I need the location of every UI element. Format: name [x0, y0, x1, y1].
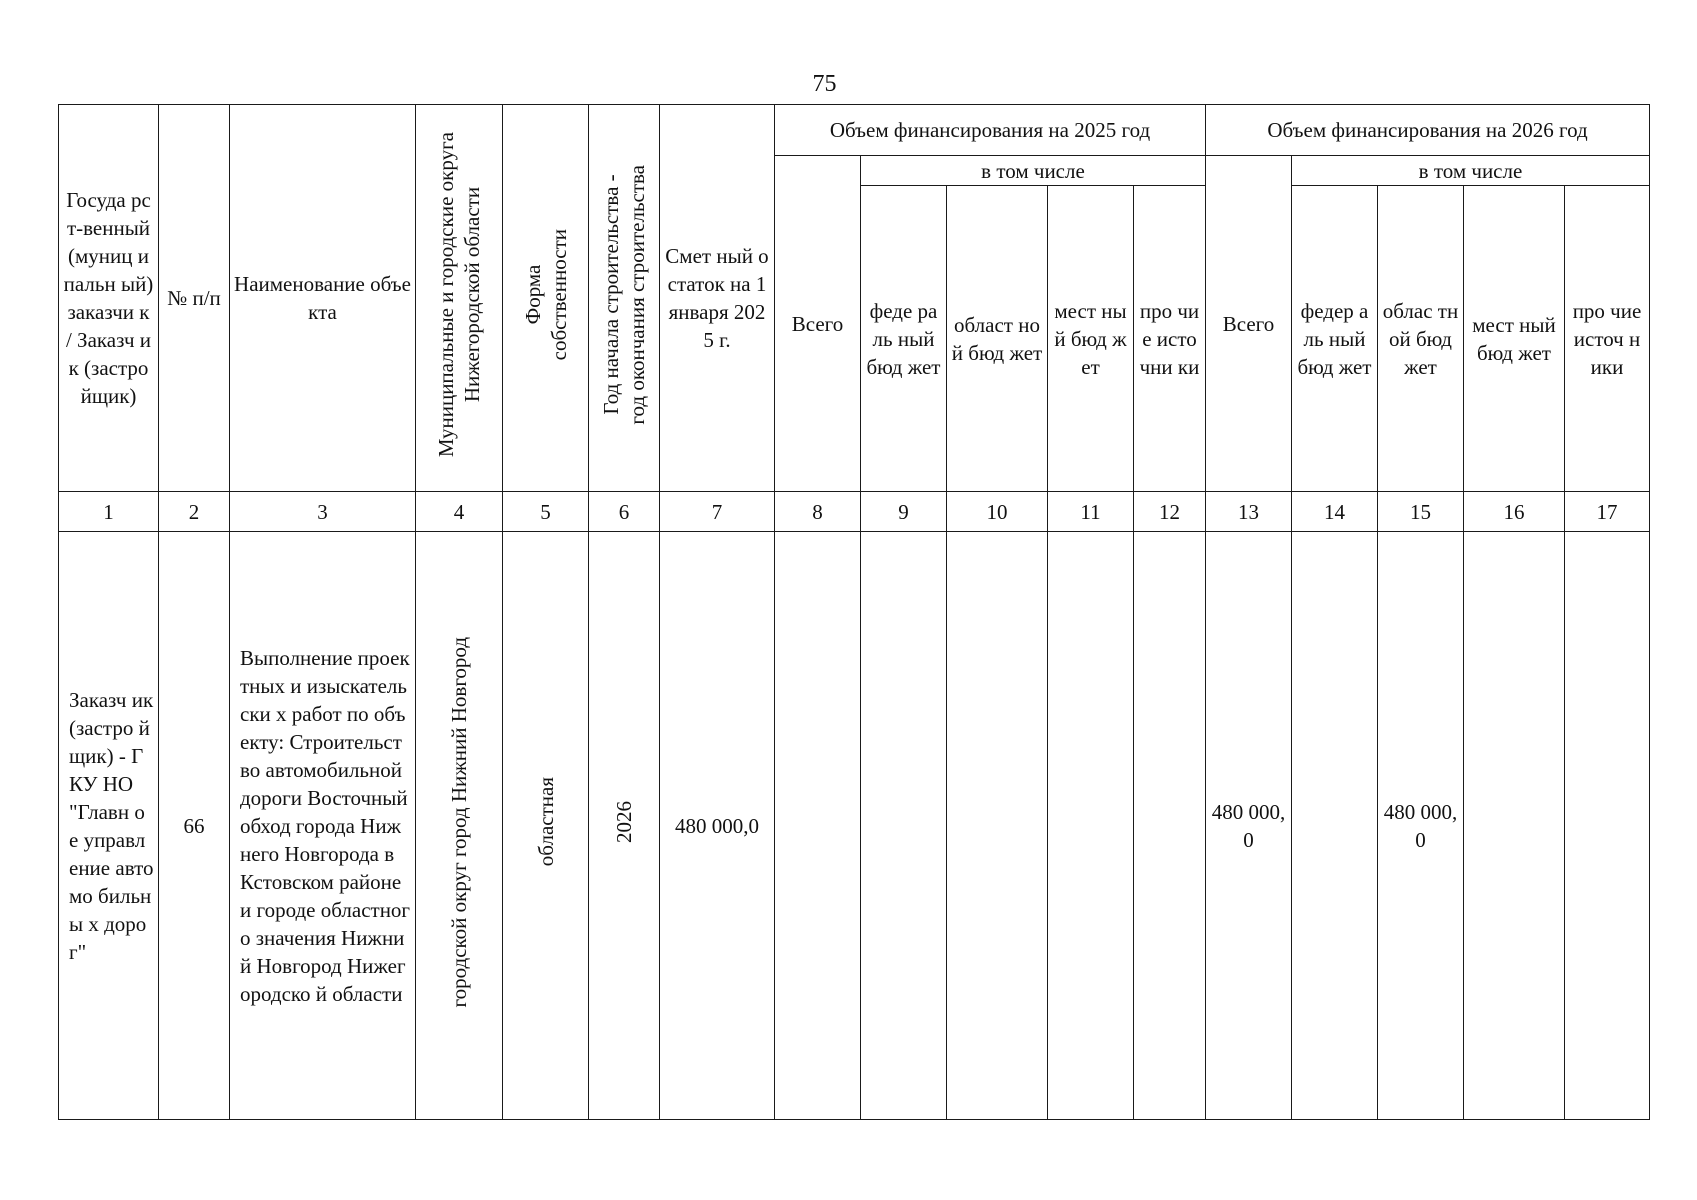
cell-total-2026: 480 000,0	[1206, 532, 1292, 1120]
header-other-2025: про чие исто чни ки	[1134, 186, 1206, 492]
column-number: 12	[1134, 492, 1206, 532]
column-number: 8	[775, 492, 861, 532]
column-number: 3	[230, 492, 416, 532]
column-number: 7	[660, 492, 775, 532]
cell-federal-2025	[861, 532, 947, 1120]
column-number: 10	[947, 492, 1048, 532]
header-local-2026: мест ный бюд жет	[1464, 186, 1565, 492]
header-total-2026: Всего	[1206, 156, 1292, 492]
column-number: 1	[59, 492, 159, 532]
cell-regional-2026: 480 000,0	[1378, 532, 1464, 1120]
cell-ownership: областная	[503, 532, 589, 1120]
table-row	[59, 532, 1650, 1120]
column-number: 15	[1378, 492, 1464, 532]
page-number: 75	[812, 71, 837, 97]
column-number: 5	[503, 492, 589, 532]
column-number: 11	[1048, 492, 1134, 532]
header-local-2025: мест ный бюд жет	[1048, 186, 1134, 492]
header-total-2025: Всего	[775, 156, 861, 492]
cell-regional-2025	[947, 532, 1048, 1120]
header-customer: Госуда рст-венный (муниц ипальн ый) заказчи к / Заказч ик (застро йщик)	[59, 105, 159, 492]
cell-local-2026	[1464, 532, 1565, 1120]
cell-years: 2026	[589, 532, 660, 1120]
header-object-name: Наименование объекта	[230, 105, 416, 492]
financing-table	[58, 104, 1650, 1120]
header-group-2025: Объем финансирования на 2025 год	[775, 105, 1206, 156]
cell-federal-2026	[1292, 532, 1378, 1120]
column-number: 13	[1206, 492, 1292, 532]
header-including-2026: в том числе	[1292, 156, 1650, 186]
header-district: Муниципальные и городские округа Нижегородской области	[416, 105, 503, 492]
header-federal-2025: феде раль ный бюд жет	[861, 186, 947, 492]
cell-customer: Заказч ик (застро йщик) - ГКУ НО "Главн ое управл ение автомо бильны х дорог"	[59, 532, 159, 1120]
cell-other-2025	[1134, 532, 1206, 1120]
header-regional-2026: облас тной бюд жет	[1378, 186, 1464, 492]
cell-number: 66	[159, 532, 230, 1120]
header-including-2025: в том числе	[861, 156, 1206, 186]
column-number: 14	[1292, 492, 1378, 532]
header-estimate-balance: Смет ный остаток на 1 января 2025 г.	[660, 105, 775, 492]
header-ownership: Форма собственности	[503, 105, 589, 492]
column-number: 6	[589, 492, 660, 532]
column-number: 17	[1565, 492, 1650, 532]
cell-total-2025	[775, 532, 861, 1120]
header-years: Год начала строительства - год окончания строительства	[589, 105, 660, 492]
header-number: № п/п	[159, 105, 230, 492]
column-number: 2	[159, 492, 230, 532]
column-number: 9	[861, 492, 947, 532]
header-other-2026: про чие источ ники	[1565, 186, 1650, 492]
header-federal-2026: федер аль ный бюд жет	[1292, 186, 1378, 492]
cell-local-2025	[1048, 532, 1134, 1120]
header-group-2026: Объем финансирования на 2026 год	[1206, 105, 1650, 156]
column-number: 4	[416, 492, 503, 532]
cell-object-name: Выполнение проектных и изыскательски х работ по объекту: Строительство автомобильной дороги Восточный обход города Нижнего Новгорода в Кстовском районе и городе областного значения Нижний Новгород Нижегородско й области	[230, 532, 416, 1120]
cell-other-2026	[1565, 532, 1650, 1120]
header-regional-2025: област ной бюд жет	[947, 186, 1048, 492]
column-number: 16	[1464, 492, 1565, 532]
column-number-row	[59, 492, 1650, 532]
cell-district: городской округ город Нижний Новгород	[416, 532, 503, 1120]
cell-estimate-balance: 480 000,0	[660, 532, 775, 1120]
